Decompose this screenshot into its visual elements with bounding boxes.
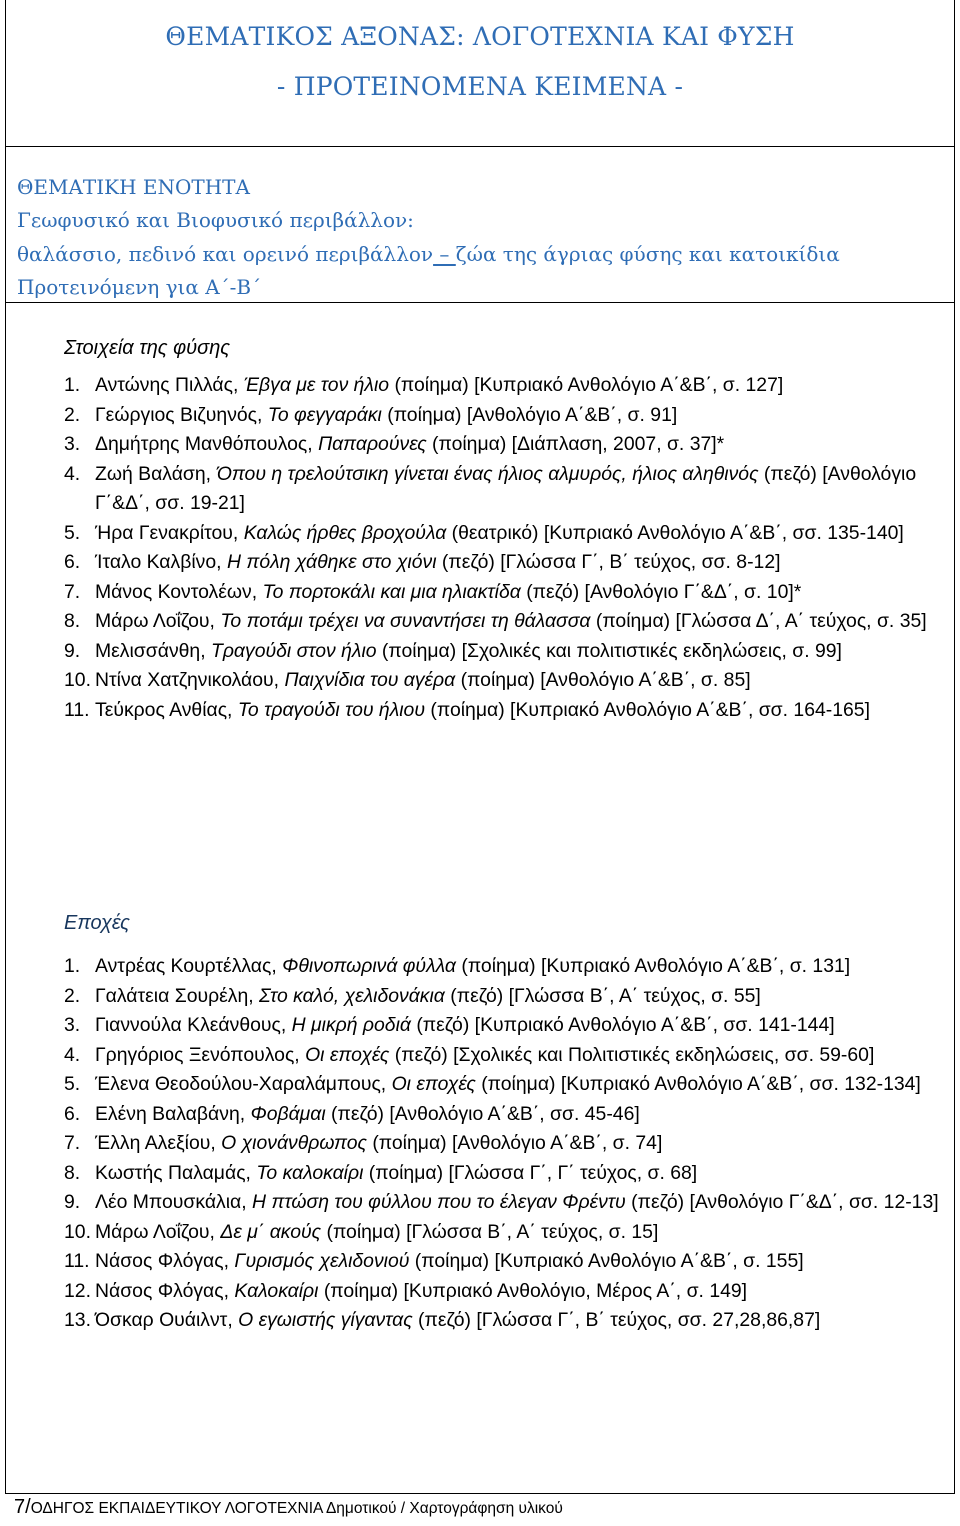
item-details: (ποίημα) [Κυπριακό Ανθολόγιο Α΄&Β΄, σσ. 132-134] xyxy=(475,1073,921,1095)
footer-text: ΟΔΗΓΟΣ ΕΚΠΑΙΔΕΥΤΙΚΟΥ ΛΟΓΟΤΕΧΝΙΑ Δημοτικού / Χαρτογράφηση υλικού xyxy=(30,1500,563,1517)
item-number: 2. xyxy=(64,403,81,426)
item-title: Οι εποχές xyxy=(391,1073,476,1095)
item-author: Ίταλο Καλβίνο, xyxy=(95,551,227,573)
item-author: Ήρα Γενακρίτου, xyxy=(95,521,244,544)
item-author: Τεύκρος Ανθίας, xyxy=(95,698,238,721)
item-author: Γεώργιος Βιζυηνός, xyxy=(95,403,268,426)
item-details: (ποίημα) [Κυπριακό Ανθολόγιο, Μέρος Α΄, σ. 149] xyxy=(318,1279,748,1302)
item-details: (ποίημα) [Κυπριακό Ανθολόγιο Α΄&Β΄, σσ. 164-165] xyxy=(425,698,870,721)
item-number: 9. xyxy=(64,639,81,662)
list-item xyxy=(64,1159,944,1189)
item-number: 8. xyxy=(64,610,81,632)
item-number: 1. xyxy=(64,374,81,396)
list-item xyxy=(64,1306,944,1336)
list-item xyxy=(64,666,944,696)
item-details: (πεζό) [Ανθολόγιο Γ΄&Δ΄, σ. 10]* xyxy=(520,580,802,603)
item-number: 5. xyxy=(64,521,81,544)
item-details: (ποίημα) [Διάπλαση, 2007, σ. 37]* xyxy=(426,433,725,455)
item-details: (πεζό) [Γλώσσα Γ΄, Β΄ τεύχος, σσ. 8-12] xyxy=(436,551,781,573)
item-details: (ποίημα) [Κυπριακό Ανθολόγιο Α΄&Β΄, σ. 127] xyxy=(389,374,784,396)
list-item xyxy=(64,607,944,637)
main-title: ΘΕΜΑΤΙΚΟΣ ΑΞΟΝΑΣ: ΛΟΓΟΤΕΧΝΙΑ ΚΑΙ ΦΥΣΗ xyxy=(165,22,795,51)
item-author: Έλλη Αλεξίου, xyxy=(95,1132,222,1154)
item-number: 4. xyxy=(64,462,81,485)
item-title: Τραγούδι στον ήλιο xyxy=(210,639,377,662)
item-details: (ποίημα) [Ανθολόγιο Α΄&Β΄, σ. 74] xyxy=(366,1132,663,1154)
item-number: 7. xyxy=(64,1132,81,1154)
item-author: Ζωή Βαλάση, xyxy=(95,462,217,485)
item-details: (ποίημα) [Γλώσσα Δ΄, Α΄ τεύχος, σ. 35] xyxy=(590,610,927,632)
item-details: (πεζό) [Ανθολόγιο Γ΄&Δ΄, σσ. 12-13] xyxy=(625,1191,939,1213)
item-number: 11. xyxy=(64,1250,90,1272)
theme-line-1: Γεωφυσικό και Βιοφυσικό περιβάλλον: xyxy=(17,208,414,232)
item-title: Το πορτοκάλι και μια ηλιακτίδα xyxy=(262,580,521,603)
list-item xyxy=(64,1277,944,1307)
list-item xyxy=(64,1218,944,1248)
item-details: (ποίημα) [Ανθολόγιο Α΄&Β΄, σ. 85] xyxy=(455,669,751,691)
item-author: Κωστής Παλαμάς, xyxy=(95,1161,257,1184)
item-details: (πεζό) [Σχολικές και Πολιτιστικές εκδηλώσεις, σσ. 59-60] xyxy=(389,1043,875,1066)
theme-label: ΘΕΜΑΤΙΚΗ ΕΝΟΤΗΤΑ xyxy=(17,175,250,199)
item-details: (πεζό) [Γλώσσα Β΄, Α΄ τεύχος, σ. 55] xyxy=(444,984,761,1007)
theme-line-2-a: θαλάσσιο, πεδινό και ορεινό περιβάλλον xyxy=(17,242,434,266)
item-title: Το τραγούδι του ήλιου xyxy=(237,698,425,721)
nature-list xyxy=(64,371,944,725)
list-item xyxy=(64,519,944,549)
item-title: Φθινοπωρινά φύλλα xyxy=(282,955,456,977)
item-details: (πεζό) [Γλώσσα Γ΄, Β΄ τεύχος, σσ. 27,28,86,87] xyxy=(412,1309,821,1331)
item-number: 6. xyxy=(64,551,81,573)
list-item xyxy=(64,548,944,578)
item-author: Έλενα Θεοδούλου-Χαραλάμπους, xyxy=(95,1073,392,1095)
item-number: 1. xyxy=(64,955,81,977)
item-title: Παιχνίδια του αγέρα xyxy=(284,669,456,691)
item-number: 8. xyxy=(64,1161,81,1184)
item-title: Στο καλό, χελιδονάκια xyxy=(259,984,445,1007)
item-number: 13. xyxy=(64,1309,91,1331)
item-author: Γαλάτεια Σουρέλη, xyxy=(95,984,260,1007)
item-title: Γυρισμός χελιδονιού xyxy=(234,1250,410,1272)
item-details: (ποίημα) [Κυπριακό Ανθολόγιο Α΄&Β΄, σ. 131] xyxy=(455,955,851,977)
list-item xyxy=(64,982,944,1012)
list-item xyxy=(64,1070,944,1100)
item-title: Η πόλη χάθηκε στο χιόνι xyxy=(226,551,437,573)
item-title: Φοβάμαι xyxy=(250,1102,326,1125)
item-number: 3. xyxy=(64,433,81,455)
item-number: 12. xyxy=(64,1279,91,1302)
list-item xyxy=(64,460,944,519)
item-author: Μάρω Λοΐζου, xyxy=(95,610,221,632)
item-number: 11. xyxy=(64,698,90,721)
section-title-seasons: Εποχές xyxy=(64,912,130,934)
item-title: Καλοκαίρι xyxy=(234,1279,319,1302)
item-number: 5. xyxy=(64,1073,81,1095)
list-item xyxy=(64,696,944,726)
footer-page-number: 7/ xyxy=(14,1496,31,1518)
item-title: Η πτώση του φύλλου που το έλεγαν Φρέντυ xyxy=(252,1191,626,1213)
item-author: Όσκαρ Ουάιλντ, xyxy=(95,1309,239,1331)
list-item xyxy=(64,401,944,431)
item-details: (θεατρικό) [Κυπριακό Ανθολόγιο Α΄&Β΄, σσ. 135-140] xyxy=(446,521,904,544)
item-author: Νάσος Φλόγας, xyxy=(95,1279,235,1302)
theme-box xyxy=(5,147,955,303)
item-author: Αντώνης Πιλλάς, xyxy=(95,374,244,396)
item-number: 6. xyxy=(64,1102,81,1125)
item-details: (ποίημα) [Σχολικές και πολιτιστικές εκδηλώσεις, σ. 99] xyxy=(376,639,842,662)
item-author: Μάνος Κοντολέων, xyxy=(95,580,263,603)
item-author: Μελισσάνθη, xyxy=(95,639,211,662)
item-details: (πεζό) [Κυπριακό Ανθολόγιο Α΄&Β΄, σσ. 141-144] xyxy=(410,1014,835,1036)
item-title: Το φεγγαράκι xyxy=(267,403,382,426)
theme-grade: Προτεινόμενη για Α΄-Β΄ xyxy=(17,275,262,299)
item-title: Ο εγωιστής γίγαντας xyxy=(238,1309,413,1331)
list-item xyxy=(64,1188,944,1218)
item-details: (ποίημα) [Ανθολόγιο Α΄&Β΄, σ. 91] xyxy=(381,403,678,426)
item-title: Έβγα με τον ήλιο xyxy=(243,374,390,396)
item-details: (ποίημα) [Κυπριακό Ανθολόγιο Α΄&Β΄, σ. 155] xyxy=(409,1250,804,1272)
title-box xyxy=(5,0,955,147)
list-item xyxy=(64,637,944,667)
section-title-nature: Στοιχεία της φύσης xyxy=(64,337,231,359)
list-item xyxy=(64,1041,944,1071)
item-title: Το ποτάμι τρέχει να συναντήσει τη θάλασσα xyxy=(220,610,591,632)
item-title: Το καλοκαίρι xyxy=(256,1161,364,1184)
theme-line-2-dash: – xyxy=(433,242,456,266)
item-title: Ο χιονάνθρωπος xyxy=(221,1132,367,1154)
item-details: (πεζό) [Ανθολόγιο Γ΄&Δ΄, σσ. 19-21] xyxy=(95,462,917,514)
item-number: 2. xyxy=(64,984,81,1007)
item-number: 10. xyxy=(64,669,91,691)
theme-line-2-b: ζώα της άγριας φύσης και κατοικίδια xyxy=(455,242,840,266)
list-item xyxy=(64,1100,944,1130)
item-author: Γιαννούλα Κλεάνθους, xyxy=(95,1014,292,1036)
item-details: (πεζό) [Ανθολόγιο Α΄&Β΄, σσ. 45-46] xyxy=(325,1102,640,1125)
list-item xyxy=(64,1247,944,1277)
item-number: 3. xyxy=(64,1014,81,1036)
item-title: Οι εποχές xyxy=(305,1043,390,1066)
item-author: Ντίνα Χατζηνικολάου, xyxy=(95,669,285,691)
list-item xyxy=(64,1129,944,1159)
item-author: Δημήτρης Μανθόπουλος, xyxy=(95,433,319,455)
page-footer xyxy=(14,1496,563,1519)
list-item xyxy=(64,952,944,982)
item-author: Λέο Μπουσκάλια, xyxy=(95,1191,253,1213)
item-number: 4. xyxy=(64,1043,81,1066)
subtitle: - ΠΡΟΤΕΙΝΟΜΕΝΑ ΚΕΙΜΕΝΑ - xyxy=(276,72,684,101)
item-author: Ελένη Βαλαβάνη, xyxy=(95,1102,251,1125)
theme-line-2 xyxy=(17,242,840,266)
item-title: Η μικρή ροδιά xyxy=(291,1014,411,1036)
item-details: (ποίημα) [Γλώσσα Β΄, Α΄ τεύχος, σ. 15] xyxy=(321,1220,659,1243)
list-item xyxy=(64,371,944,401)
item-title: Παπαρούνες xyxy=(318,433,427,455)
list-item xyxy=(64,430,944,460)
item-author: Νάσος Φλόγας, xyxy=(95,1250,235,1272)
list-item xyxy=(64,578,944,608)
item-number: 7. xyxy=(64,580,81,603)
item-title: Δε μ΄ ακούς xyxy=(220,1220,322,1243)
item-number: 10. xyxy=(64,1220,91,1243)
seasons-list xyxy=(64,952,944,1336)
list-item xyxy=(64,1011,944,1041)
item-author: Αντρέας Κουρτέλλας, xyxy=(95,955,283,977)
item-title: Καλώς ήρθες βροχούλα xyxy=(243,521,447,544)
item-number: 9. xyxy=(64,1191,81,1213)
item-author: Μάρω Λοΐζου, xyxy=(95,1220,221,1243)
item-details: (ποίημα) [Γλώσσα Γ΄, Γ΄ τεύχος, σ. 68] xyxy=(363,1161,698,1184)
item-title: Όπου η τρελούτσικη γίνεται ένας ήλιος αλμυρός, ήλιος αληθινός xyxy=(216,462,759,485)
item-author: Γρηγόριος Ξενόπουλος, xyxy=(95,1043,306,1066)
